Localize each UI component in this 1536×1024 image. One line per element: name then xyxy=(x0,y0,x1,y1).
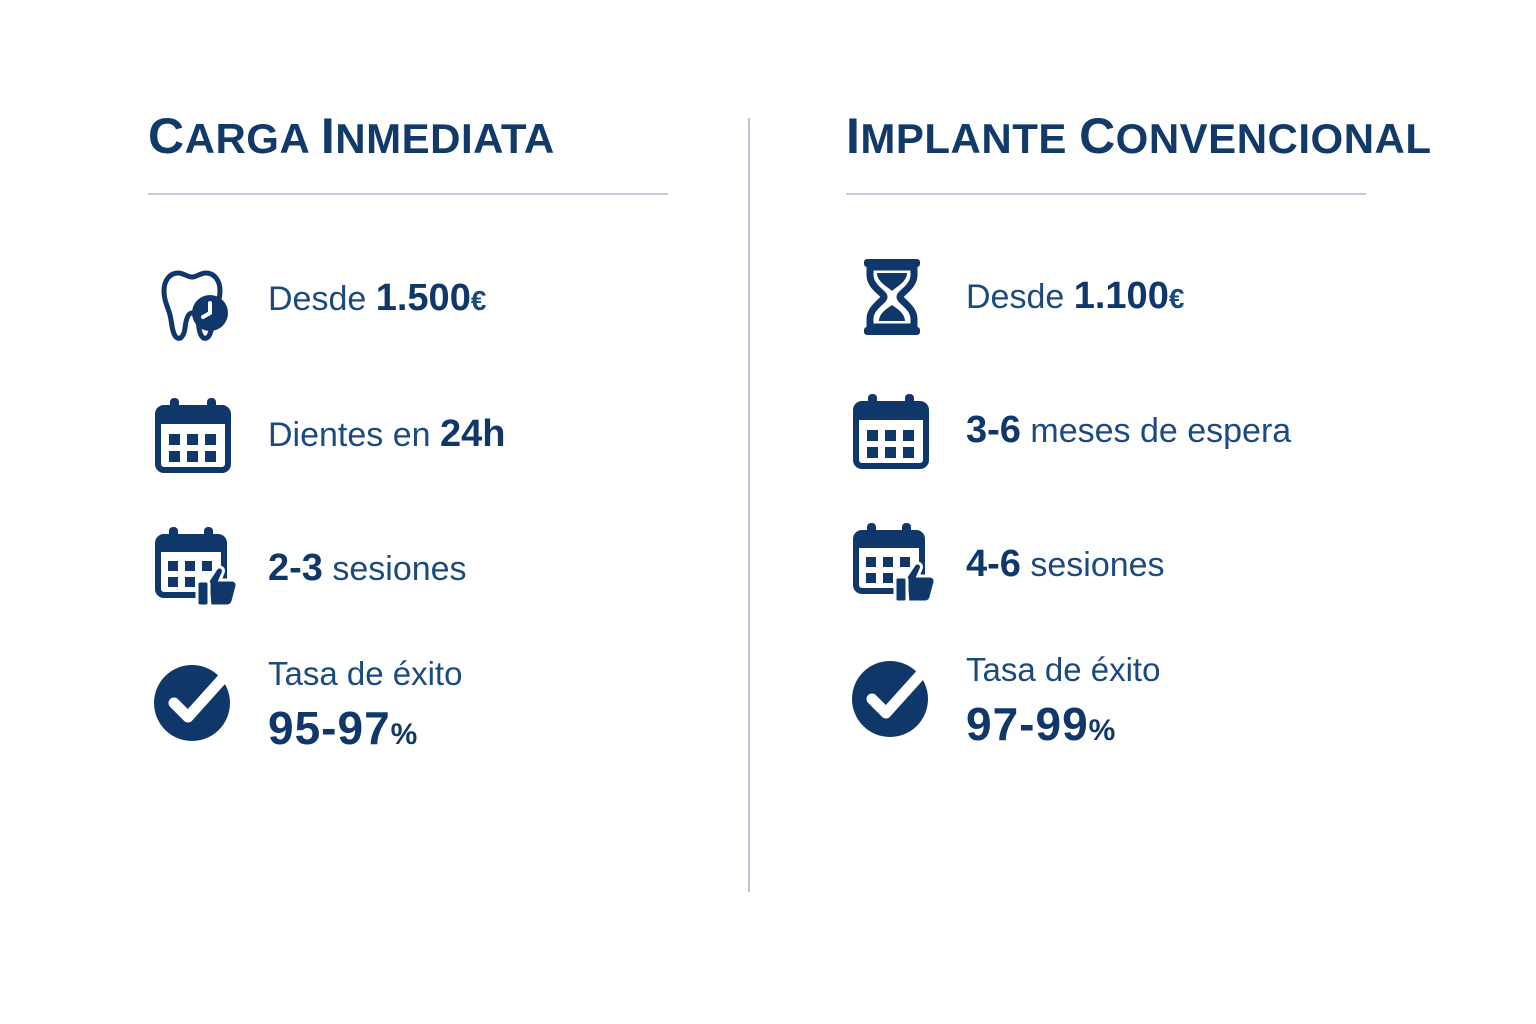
sessions-suffix-right: sesiones xyxy=(1020,545,1165,584)
sessions-text-right xyxy=(966,541,1165,589)
calendar-icon xyxy=(846,386,966,476)
time-prefix-left: Dientes en xyxy=(268,415,440,454)
row-time-left xyxy=(148,385,708,485)
success-unit-left: % xyxy=(390,717,419,751)
time-text-left xyxy=(268,411,505,459)
time-value-left: 24h xyxy=(440,412,506,455)
title-cap-2: I xyxy=(320,108,336,164)
column-divider xyxy=(748,118,750,892)
row-success-left xyxy=(148,653,708,758)
column-title-left xyxy=(148,110,708,163)
check-circle-icon xyxy=(846,649,966,745)
title-cap-3: I xyxy=(846,108,861,164)
hourglass-icon xyxy=(846,251,966,343)
success-number-left: 95-97 xyxy=(268,701,391,754)
row-sessions-right xyxy=(846,515,1476,615)
time-value-right: 3-6 xyxy=(966,408,1021,451)
success-text-right xyxy=(966,649,1160,754)
calendar-icon xyxy=(148,390,268,480)
calendar-thumbsup-icon xyxy=(148,519,268,619)
success-text-left xyxy=(268,653,462,758)
calendar-thumbsup-icon xyxy=(846,515,966,615)
success-number-right: 97-99 xyxy=(966,697,1089,750)
sessions-suffix-left: sesiones xyxy=(322,549,467,588)
column-title-right xyxy=(846,110,1476,163)
price-currency-right: € xyxy=(1168,282,1185,314)
sessions-text-left xyxy=(268,545,467,593)
row-price-left xyxy=(148,247,708,351)
title-rest-1: ARGA xyxy=(184,115,321,162)
price-text-left xyxy=(268,275,486,323)
title-cap-1: C xyxy=(148,108,185,164)
check-circle-icon xyxy=(148,653,268,749)
success-value-right xyxy=(966,696,1160,754)
row-price-right xyxy=(846,247,1476,347)
success-label-right: Tasa de éxito xyxy=(966,650,1161,688)
sessions-value-left: 2-3 xyxy=(268,546,323,589)
price-value-right: 1.100 xyxy=(1073,274,1169,317)
row-time-right xyxy=(846,381,1476,481)
row-sessions-left xyxy=(148,519,708,619)
title-underline-left xyxy=(148,193,668,195)
column-implante-convencional xyxy=(768,0,1536,1024)
title-underline-right xyxy=(846,193,1366,195)
success-unit-right: % xyxy=(1088,713,1117,747)
rows-right xyxy=(846,247,1476,754)
title-rest-2: MPLANTE xyxy=(860,115,1080,162)
price-value-left: 1.500 xyxy=(375,276,471,319)
rows-left xyxy=(148,247,708,758)
sessions-value-right: 4-6 xyxy=(966,542,1021,585)
title-cap-4: C xyxy=(1079,108,1116,164)
tooth-clock-icon xyxy=(148,247,268,351)
price-prefix-left: Desde xyxy=(268,279,376,318)
success-label-left: Tasa de éxito xyxy=(268,654,463,692)
time-suffix-right: meses de espera xyxy=(1020,411,1292,450)
title-tail-2: ONVENCIONAL xyxy=(1115,115,1432,162)
row-success-right xyxy=(846,649,1476,754)
title-tail-1: NMEDIATA xyxy=(335,115,555,162)
price-text-right xyxy=(966,273,1184,321)
time-text-right xyxy=(966,407,1291,455)
price-prefix-right: Desde xyxy=(966,277,1074,316)
success-value-left xyxy=(268,700,462,758)
price-currency-left: € xyxy=(470,284,487,316)
